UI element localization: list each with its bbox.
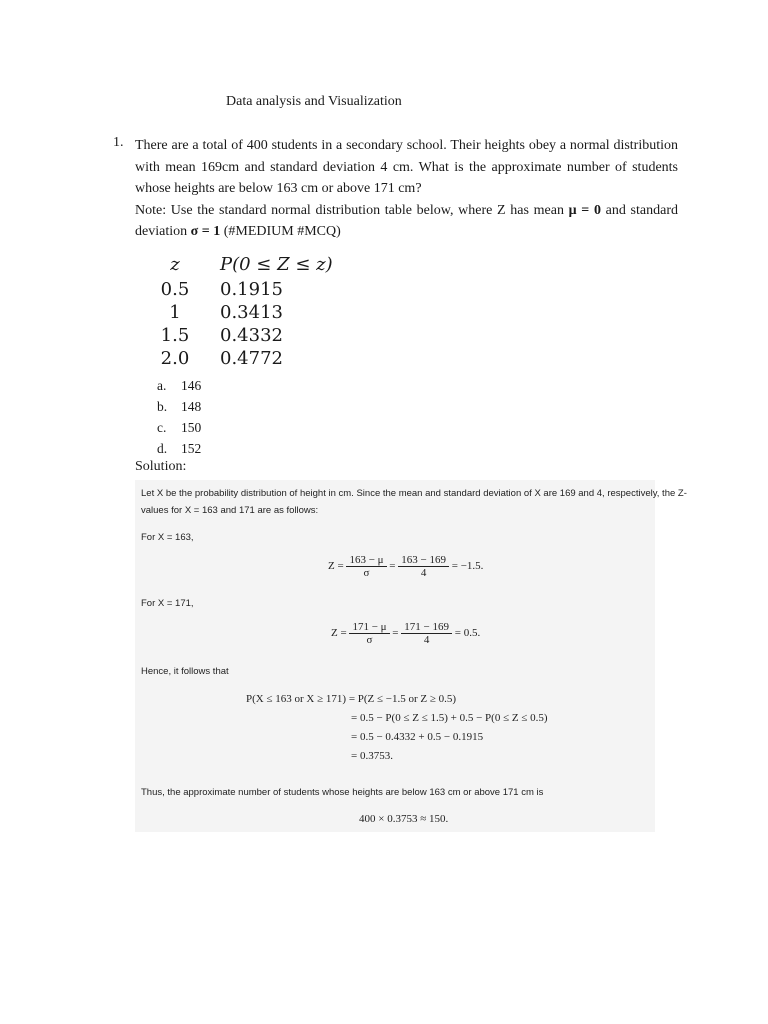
equation-z-171: Z = $\frac{171 - \mu}{\sigma}$ = $\frac{171 - 169}{4}$ = 0.5. [331,621,481,646]
eq2-rhs: = 0.5. [454,627,481,640]
eq2-num1: 171 − μ [349,621,389,634]
derivation-row: = 0.5 − 0.4332 + 0.5 − 0.1915 [351,731,484,743]
option-value: 146 [181,378,202,393]
solution-for-163: For X = 163, [141,532,194,543]
mu-equation: μ = 0 [568,202,601,218]
table-header-row [140,250,333,278]
option-value: 150 [181,420,202,435]
table-cell-p: 0.4772 [220,348,283,369]
solution-intro-line2: values for X = 163 and 171 are as follows: [141,505,319,516]
solution-label: Solution: [135,459,187,474]
option-letter: a. [157,378,167,393]
note-mid: and standard deviation [135,202,678,239]
eq1-num1: 163 − μ [346,554,386,567]
eq1-fraction-1 [346,554,386,579]
table-header-z: z [170,253,180,275]
solution-final-answer: 400 × 0.3753 ≈ 150. [359,813,449,825]
normal-distribution-table [140,250,333,370]
derivation-row: = 0.3753. [351,750,393,762]
eq2-fraction-2 [401,621,452,646]
table-cell-p: 0.4332 [220,325,283,346]
table-row [140,324,333,347]
eq1-den1: σ [363,567,370,579]
equation-z-163: Z = $\frac{163 - \mu}{\sigma}$ = $\frac{163 - 169}{4}$ = −1.5. [328,554,484,579]
eq2-den1: σ [366,634,373,646]
question-number: 1. [113,135,124,150]
question-block [135,135,678,243]
option-letter: c. [157,420,167,435]
solution-for-171: For X = 171, [141,598,194,609]
eq2-num2: 171 − 169 [401,621,452,634]
derivation-row: = 0.5 − P(0 ≤ Z ≤ 1.5) + 0.5 − P(0 ≤ Z ≤ 0.5) [351,712,548,724]
table-cell-p: 0.1915 [220,279,283,300]
eq1-den2: 4 [420,567,427,579]
probability-derivation [246,690,548,766]
eq1-rhs: = −1.5. [451,560,484,573]
question-note [135,200,678,243]
option-letter: d. [157,441,168,456]
solution-hence: Hence, it follows that [141,666,229,677]
table-row [140,301,333,324]
solution-intro-line1: Let X be the probability distribution of height in cm. Since the mean and standard deviation of X are 169 and 4, respectively, the Z- [141,488,687,499]
answer-options [157,375,201,459]
option-d [157,438,201,459]
option-letter: b. [157,399,168,414]
eq1-num2: 163 − 169 [398,554,449,567]
question-text: There are a total of 400 students in a secondary school. Their heights obey a normal distribution with mean 169cm and standard deviation 4 cm. What is the approximate number of students whose heights are below 163 cm or above 171 cm? [135,138,678,196]
eq1-fraction-2 [398,554,449,579]
solution-thus: Thus, the approximate number of students whose heights are below 163 cm or above 171 cm is [141,787,544,798]
eq2-den2: 4 [423,634,430,646]
eq1-lhs: Z = [328,560,344,573]
note-prefix: Note: Use the standard normal distribution table below, where Z has mean [135,202,569,218]
table-row [140,347,333,370]
table-cell-z: 2.0 [160,348,190,369]
document-title: Data analysis and Visualization [226,94,402,109]
option-a [157,375,201,396]
option-c [157,417,201,438]
option-value: 152 [181,441,202,456]
table-cell-z: 0.5 [160,279,190,300]
eq2-lhs: Z = [331,627,347,640]
sigma-equation: σ = 1 [190,224,221,239]
option-value: 148 [181,399,202,414]
solution-image [135,480,687,832]
note-tags: (#MEDIUM #MCQ) [220,224,341,239]
table-cell-p: 0.3413 [220,302,283,323]
eq2-fraction-1 [349,621,389,646]
derivation-row: P(X ≤ 163 or X ≥ 171) = P(Z ≤ −1.5 or Z ≥ 0.5) [246,693,457,705]
table-cell-z: 1.5 [160,325,190,346]
table-row [140,278,333,301]
table-cell-z: 1 [169,302,181,323]
option-b [157,396,201,417]
table-header-p: P(0 ≤ Z ≤ z) [220,253,333,275]
